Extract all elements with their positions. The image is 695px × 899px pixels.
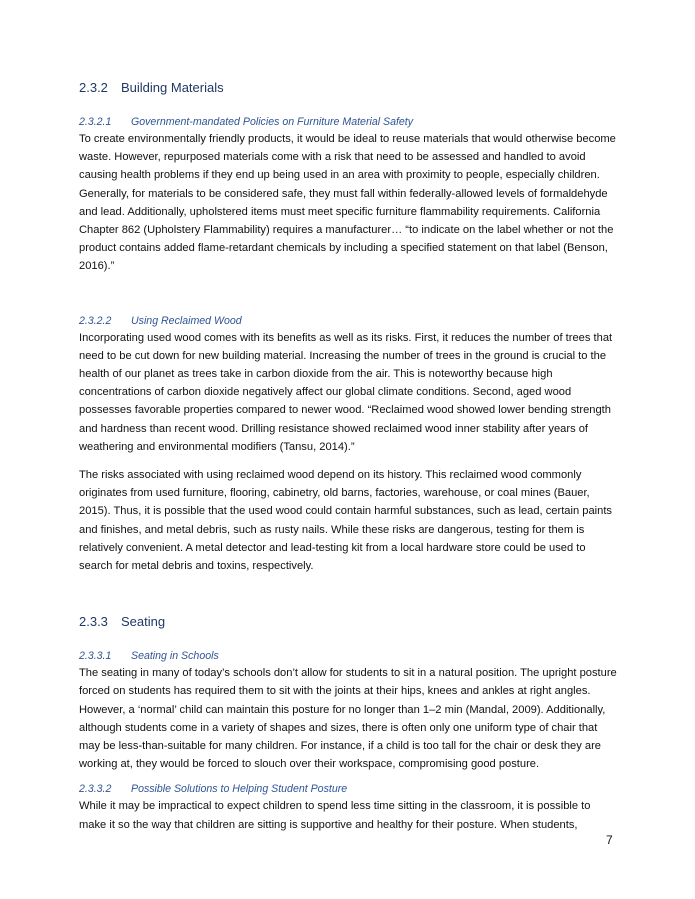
heading-seating [79,612,619,632]
heading-reclaimed-wood [79,313,619,329]
paragraph-posture-solutions: While it may be impractical to expect children to spend less time sitting in the classroom, it is possible to make it so the way that children are sitting is supportive and healthy for their posture. When students, [79,800,591,831]
heading-title: Building Materials [121,80,224,95]
subheading-title: Seating in Schools [131,650,219,663]
subheading-title: Possible Solutions to Helping Student Posture [131,783,348,796]
heading-government-policies [79,114,619,130]
heading-posture-solutions [79,781,619,797]
paragraph-seating-in-schools: The seating in many of today’s schools don’t allow for students to sit in a natural position. The upright posture forced on students has required them to sit with the joints at their hips, knees and ankles at right angles. However, a ‘normal’ child can maintain this posture for no longer than 1–2 min (Mandal, 2009). Additionally, although students come in a variety of shapes and sizes, there is often only one uniform type of chair that may be less-than-suitable for many children. For instance, if a child is too tall for the chair or desk they are working at, they would be forced to slouch over their workspace, compromising good posture. [79,667,617,771]
page-content [79,78,619,834]
heading-number: 2.3.3 [79,614,108,630]
subheading-number: 2.3.2.1 [79,116,112,128]
heading-number: 2.3.2 [79,80,108,95]
subheading-title: Using Reclaimed Wood [131,314,242,327]
subheading-number: 2.3.3.1 [79,650,112,663]
heading-building-materials [79,78,619,98]
paragraph-reclaimed-wood-benefits: Incorporating used wood comes with its benefits as well as its risks. First, it reduces the number of trees that need to be cut down for new building material. Increasing the number of trees in the ground is crucial to the health of our planet as trees take in carbon dioxide from the air. This is noteworthy because high concentrations of carbon dioxide negatively affect our global climate conditions. Second, aged wood possesses favorable properties compared to newer wood. “Reclaimed wood showed lower bending strength and hardness than recent wood. Drilling resistance showed reclaimed wood inner stability after years of weathering and environmental modifiers (Tansu, 2014).” [79,331,613,453]
subheading-title: Government-mandated Policies on Furniture Material Safety [131,116,414,128]
heading-seating-in-schools [79,648,619,664]
subheading-number: 2.3.2.2 [79,314,112,327]
paragraph-government-policies: To create environmentally friendly products, it would be ideal to reuse materials that would otherwise become waste. However, repurposed materials come with a risk that need to be assessed and handled to avoid causing health problems if they end up being used in an area with proximity to people, especially children. Generally, for materials to be considered safe, they must fall within federally-allowed levels of formaldehyde and lead. Additionally, upholstered items must meet specific furniture flammability requirements. California Chapter 862 (Upholstery Flammability) requires a manufacturer… “to indicate on the label whether or not the product contains added flame-retardant chemicals by including a specified statement on that label (Benson, 2016).” [79,133,616,273]
page-number: 7 [606,833,613,847]
subheading-number: 2.3.3.2 [79,783,112,796]
paragraph-reclaimed-wood-risks: The risks associated with using reclaimed wood depend on its history. This reclaimed wood commonly originates from used furniture, flooring, cabinetry, old barns, factories, warehouse, or coal mines (Bauer, 2015). Thus, it is possible that the used wood could contain harmful substances, such as lead, certain paints and finishes, and metal debris, such as rusty nails. While these risks are dangerous, testing for them is relatively convenient. A metal detector and lead-testing kit from a local hardware store could be used to search for metal debris and toxins, respectively. [79,469,612,573]
heading-title: Seating [121,614,166,630]
